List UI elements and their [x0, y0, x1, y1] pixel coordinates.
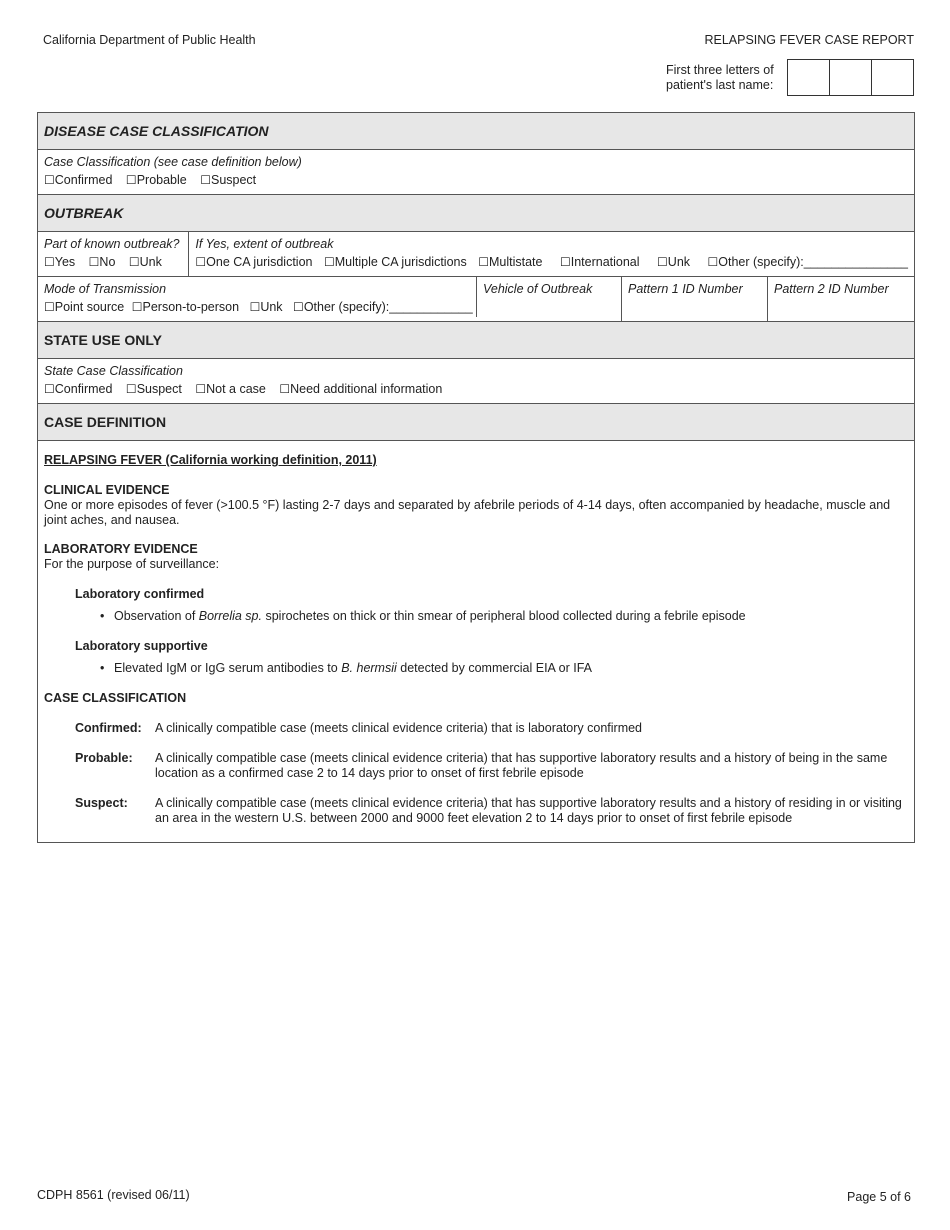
report-title: RELAPSING FEVER CASE REPORT — [704, 33, 914, 47]
option-extent-other[interactable]: ☐Other (specify):_______________ — [707, 255, 908, 269]
checkbox-icon: ☐ — [657, 255, 668, 269]
option-mode-unk[interactable]: ☐Unk — [249, 300, 283, 314]
checkbox-icon: ☐ — [44, 300, 55, 314]
initial-box-3[interactable] — [872, 60, 913, 95]
disease-classification-heading: DISEASE CASE CLASSIFICATION — [38, 113, 914, 150]
mode-label: Mode of Transmission — [44, 282, 167, 296]
checkbox-icon: ☐ — [131, 300, 143, 314]
case-definition-body — [38, 441, 914, 842]
outbreak-row-2 — [38, 277, 914, 322]
initials-label: First three letters of patient's last name: — [666, 63, 774, 92]
clinical-evidence — [44, 483, 908, 528]
case-report-form — [37, 112, 915, 843]
option-suspect[interactable]: ☐Suspect — [200, 173, 257, 187]
lab-confirmed-list — [44, 609, 908, 624]
classification-probable: Probable: A clinically compatible case (meets clinical evidence criteria) that has supportive laboratory results and a history of being in the same location as a confirmed case 2 to 14 days prior to onset of first febrile episode — [75, 751, 888, 780]
initials-boxes — [787, 59, 914, 96]
clinical-heading: CLINICAL EVIDENCE — [44, 483, 170, 497]
checkbox-icon: ☐ — [44, 173, 55, 187]
classification-confirmed: Confirmed: A clinically compatible case (meets clinical evidence criteria) that is laboratory confirmed — [75, 721, 643, 735]
option-mode-other[interactable]: ☐Other (specify):____________ — [293, 300, 473, 314]
state-use-row — [38, 359, 914, 404]
option-multiple-ca[interactable]: ☐Multiple CA jurisdictions — [323, 255, 467, 269]
option-multistate[interactable]: ☐Multistate — [478, 255, 543, 269]
list-item: • Elevated IgM or IgG serum antibodies to B. hermsii detected by commercial EIA or IFA — [114, 661, 908, 676]
checkbox-icon: ☐ — [559, 255, 571, 269]
checkbox-icon: ☐ — [200, 173, 211, 187]
checkbox-icon: ☐ — [707, 255, 719, 269]
option-international[interactable]: ☐International — [559, 255, 640, 269]
state-classification-label: State Case Classification — [44, 364, 183, 378]
case-classification-options — [44, 171, 908, 190]
option-extent-unk[interactable]: ☐Unk — [657, 255, 691, 269]
case-definition-heading: CASE DEFINITION — [38, 404, 914, 441]
agency-name: California Department of Public Health — [43, 33, 256, 47]
checkbox-icon: ☐ — [279, 382, 291, 396]
option-not-a-case[interactable]: ☐Not a case — [195, 382, 266, 396]
page-number: Page 5 of 6 — [847, 1190, 911, 1204]
checkbox-icon: ☐ — [195, 382, 207, 396]
laboratory-evidence — [44, 542, 908, 676]
option-confirmed[interactable]: ☐Confirmed — [44, 173, 113, 187]
clinical-text: One or more episodes of fever (>100.5 °F) lasting 2-7 days and separated by afebrile periods of 4-14 days, often accompanied by headache, muscle and joint aches, and nausea. — [44, 498, 891, 527]
lab-heading: LABORATORY EVIDENCE — [44, 542, 198, 556]
extent-label: If Yes, extent of outbreak — [195, 237, 334, 251]
lab-supportive-heading: Laboratory supportive — [75, 639, 208, 653]
option-state-suspect[interactable]: ☐Suspect — [125, 382, 182, 396]
option-point-source[interactable]: ☐Point source — [44, 300, 125, 314]
form-id: CDPH 8561 (revised 06/11) — [37, 1188, 190, 1202]
checkbox-icon: ☐ — [125, 382, 137, 396]
outbreak-heading: OUTBREAK — [38, 195, 914, 232]
initial-box-1[interactable] — [788, 60, 830, 95]
option-need-info[interactable]: ☐Need additional information — [279, 382, 443, 396]
lab-intro: For the purpose of surveillance: — [44, 557, 220, 571]
option-no[interactable]: ☐No — [88, 255, 116, 269]
checkbox-icon: ☐ — [478, 255, 489, 269]
option-unk[interactable]: ☐Unk — [128, 255, 162, 269]
checkbox-icon: ☐ — [88, 255, 100, 269]
definition-title: RELAPSING FEVER (California working definition, 2011) — [44, 453, 377, 467]
checkbox-icon: ☐ — [44, 382, 55, 396]
checkbox-icon: ☐ — [195, 255, 207, 269]
option-yes[interactable]: ☐Yes — [44, 255, 76, 269]
option-probable[interactable]: ☐Probable — [125, 173, 187, 187]
checkbox-icon: ☐ — [293, 300, 304, 314]
list-item: • Observation of Borrelia sp. spirochetes on thick or thin smear of peripheral blood collected during a febrile episode — [114, 609, 908, 624]
disease-classification-row — [38, 150, 914, 195]
pattern2-field[interactable] — [767, 277, 914, 321]
initial-box-2[interactable] — [830, 60, 872, 95]
option-one-ca[interactable]: ☐One CA jurisdiction — [195, 255, 313, 269]
checkbox-icon: ☐ — [128, 255, 140, 269]
pattern1-field[interactable] — [621, 277, 767, 321]
vehicle-field[interactable] — [476, 277, 621, 317]
lab-supportive-list — [44, 661, 908, 676]
vehicle-label: Vehicle of Outbreak — [483, 282, 593, 296]
checkbox-icon: ☐ — [44, 255, 55, 269]
pattern2-label: Pattern 2 ID Number — [774, 282, 889, 296]
checkbox-icon: ☐ — [323, 255, 335, 269]
option-state-confirmed[interactable]: ☐Confirmed — [44, 382, 113, 396]
known-outbreak-label: Part of known outbreak? — [44, 237, 180, 251]
state-use-heading: STATE USE ONLY — [38, 322, 914, 359]
checkbox-icon: ☐ — [249, 300, 261, 314]
option-person-to-person[interactable]: ☐Person-to-person — [131, 300, 240, 314]
outbreak-row-1 — [38, 232, 914, 277]
classification-suspect: Suspect: A clinically compatible case (meets clinical evidence criteria) that has supportive laboratory results and a history of residing in or visiting an area in the western U.S. between 2000 and 9000 feet elevation 2 to 14 days prior to onset of first febrile episode — [75, 796, 902, 825]
lab-confirmed-heading: Laboratory confirmed — [75, 587, 205, 601]
classification-heading: CASE CLASSIFICATION — [44, 691, 187, 705]
pattern1-label: Pattern 1 ID Number — [628, 282, 743, 296]
checkbox-icon: ☐ — [125, 173, 137, 187]
case-classification-label: Case Classification (see case definition below) — [44, 155, 302, 169]
